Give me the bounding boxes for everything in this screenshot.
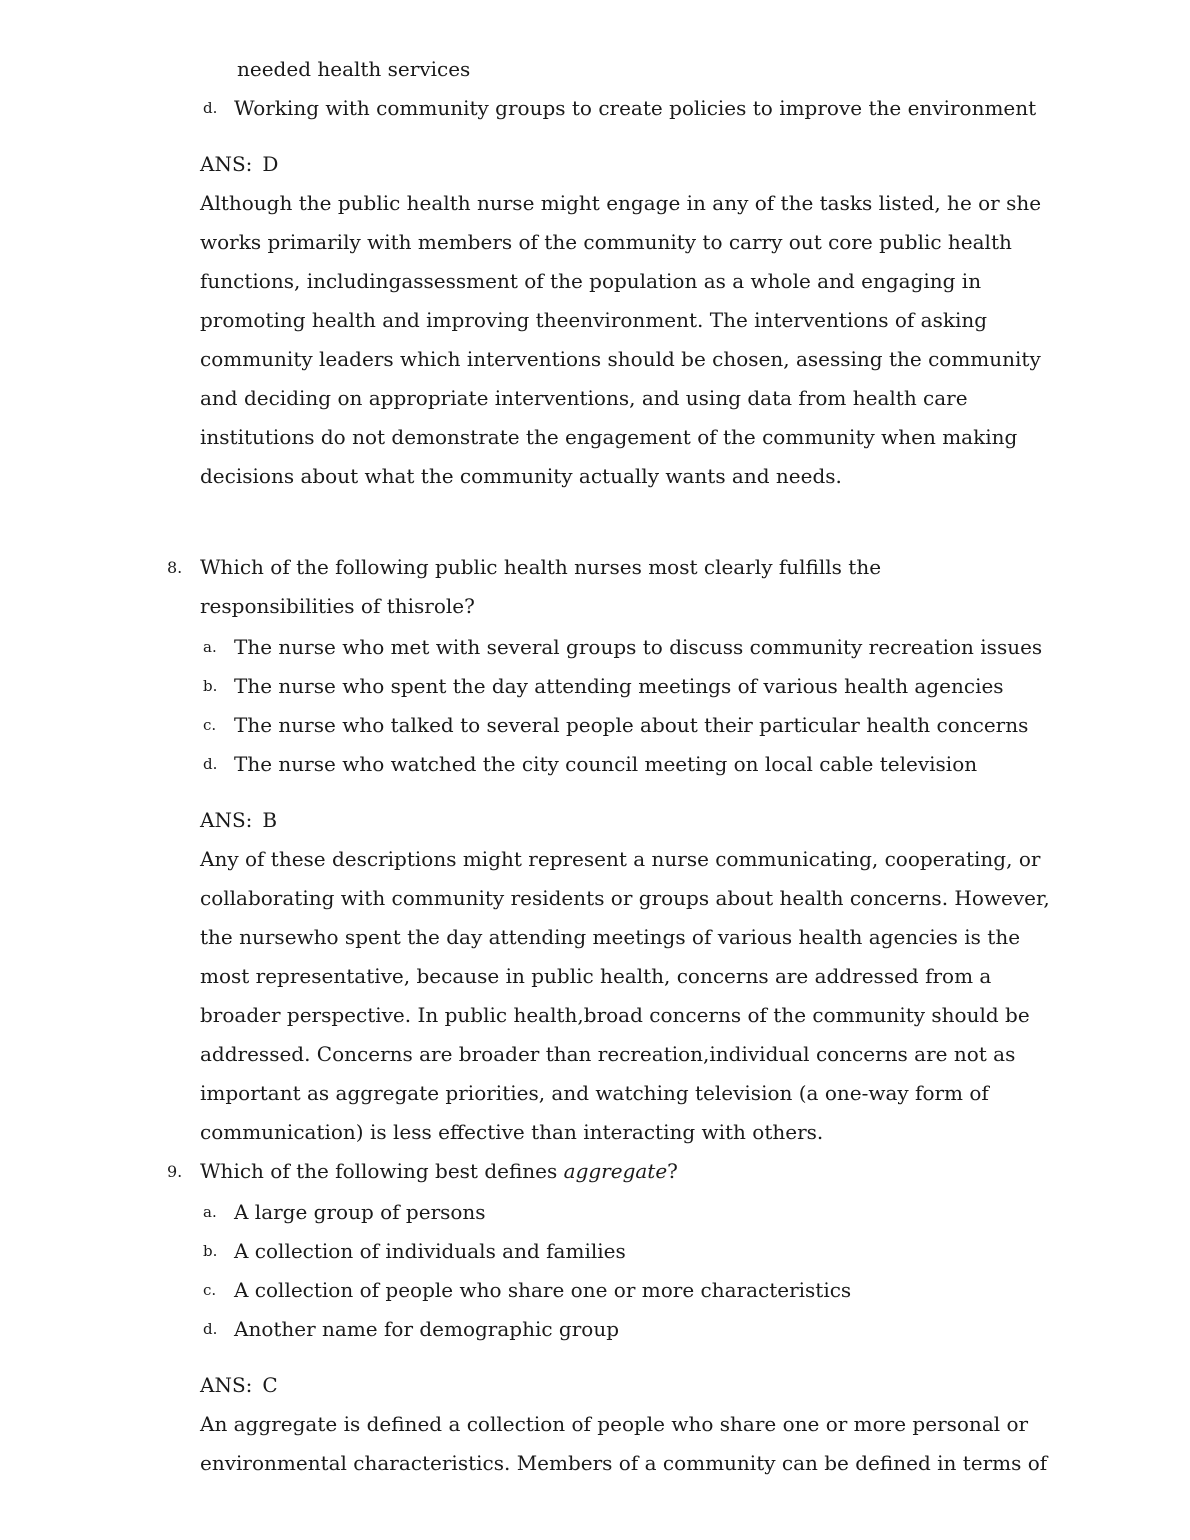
answer-value: C bbox=[262, 1373, 278, 1397]
option-letter: c. bbox=[203, 716, 217, 734]
option-text-continuation: needed health services bbox=[237, 57, 471, 81]
option-letter: a. bbox=[203, 638, 217, 656]
option-text: A collection of people who share one or more characteristics bbox=[234, 1278, 852, 1302]
question-block-8 bbox=[167, 548, 1070, 1152]
option-row bbox=[200, 667, 1070, 706]
option-letter: d. bbox=[203, 755, 218, 773]
rationale-paragraph: Although the public health nurse might engage in any of the tasks listed, he or she works primarily with members of the community to carry out core public health functions, includingassessment of the population as a whole and engaging in promoting health and improving theenvironment. The interventions of asking community leaders which interventions should be chosen, asessing the community and deciding on appropriate interventions, and using data from health care institutions do not demonstrate the engagement of the community when making decisions about what the community actually wants and needs. bbox=[200, 191, 1042, 488]
answer-value: B bbox=[262, 808, 278, 832]
answer-line bbox=[200, 801, 1070, 840]
option-text: A large group of persons bbox=[234, 1200, 486, 1224]
option-row bbox=[200, 1232, 1070, 1271]
question-number: 8. bbox=[167, 558, 183, 577]
option-text: Another name for demographic group bbox=[234, 1317, 620, 1341]
option-text: The nurse who met with several groups to discuss community recreation issues bbox=[234, 635, 1043, 659]
option-letter: b. bbox=[203, 677, 218, 695]
question-block-9 bbox=[167, 1152, 1070, 1483]
option-text: The nurse who watched the city council meeting on local cable television bbox=[234, 752, 978, 776]
question-text-suffix: ? bbox=[667, 1159, 678, 1183]
option-letter: a. bbox=[203, 1203, 217, 1221]
answer-line bbox=[200, 1366, 1070, 1405]
answer-value: D bbox=[262, 152, 279, 176]
option-text: The nurse who talked to several people about their particular health concerns bbox=[234, 713, 1029, 737]
question-text bbox=[200, 1152, 932, 1191]
answer-line bbox=[200, 145, 1070, 184]
question-number: 9. bbox=[167, 1162, 183, 1181]
option-row bbox=[200, 628, 1070, 667]
question-text-prefix: Which of the following best defines bbox=[200, 1159, 564, 1183]
option-row bbox=[200, 745, 1070, 784]
option-text: A collection of individuals and families bbox=[234, 1239, 626, 1263]
question-text-italic-term: aggregate bbox=[563, 1159, 668, 1183]
options-list bbox=[200, 1193, 1070, 1349]
option-row bbox=[200, 706, 1070, 745]
option-letter: b. bbox=[203, 1242, 218, 1260]
option-row bbox=[200, 1310, 1070, 1349]
rationale-paragraph: An aggregate is defined a collection of people who share one or more personal or environmental characteristics. Members of a community can be defined in terms of bbox=[200, 1412, 1048, 1475]
option-row bbox=[200, 1271, 1070, 1310]
question-fragment bbox=[200, 50, 1070, 496]
answer-label: ANS: bbox=[200, 1373, 253, 1397]
option-text: Working with community groups to create policies to improve the environment bbox=[234, 96, 1037, 120]
answer-label: ANS: bbox=[200, 808, 253, 832]
options-list bbox=[200, 628, 1070, 784]
answer-label: ANS: bbox=[200, 152, 253, 176]
option-letter: d. bbox=[203, 1320, 218, 1338]
option-letter: d. bbox=[203, 99, 218, 117]
option-text: The nurse who spent the day attending meetings of various health agencies bbox=[234, 674, 1004, 698]
question-text: Which of the following public health nurses most clearly fulfills the responsibilities of thisrole? bbox=[200, 555, 882, 618]
option-row bbox=[200, 1193, 1070, 1232]
option-letter: c. bbox=[203, 1281, 217, 1299]
rationale-paragraph: Any of these descriptions might represent a nurse communicating, cooperating, or collaborating with community residents or groups about health concerns. However, the nursewho spent the day attending meetings of various health agencies is the most representative, because in public health, concerns are addressed from a broader perspective. In public health,broad concerns of the community should be addressed. Concerns are broader than recreation,individual concerns are not as important as aggregate priorities, and watching television (a one-way form of communication) is less effective than interacting with others. bbox=[200, 847, 1050, 1144]
option-row bbox=[200, 89, 1070, 128]
